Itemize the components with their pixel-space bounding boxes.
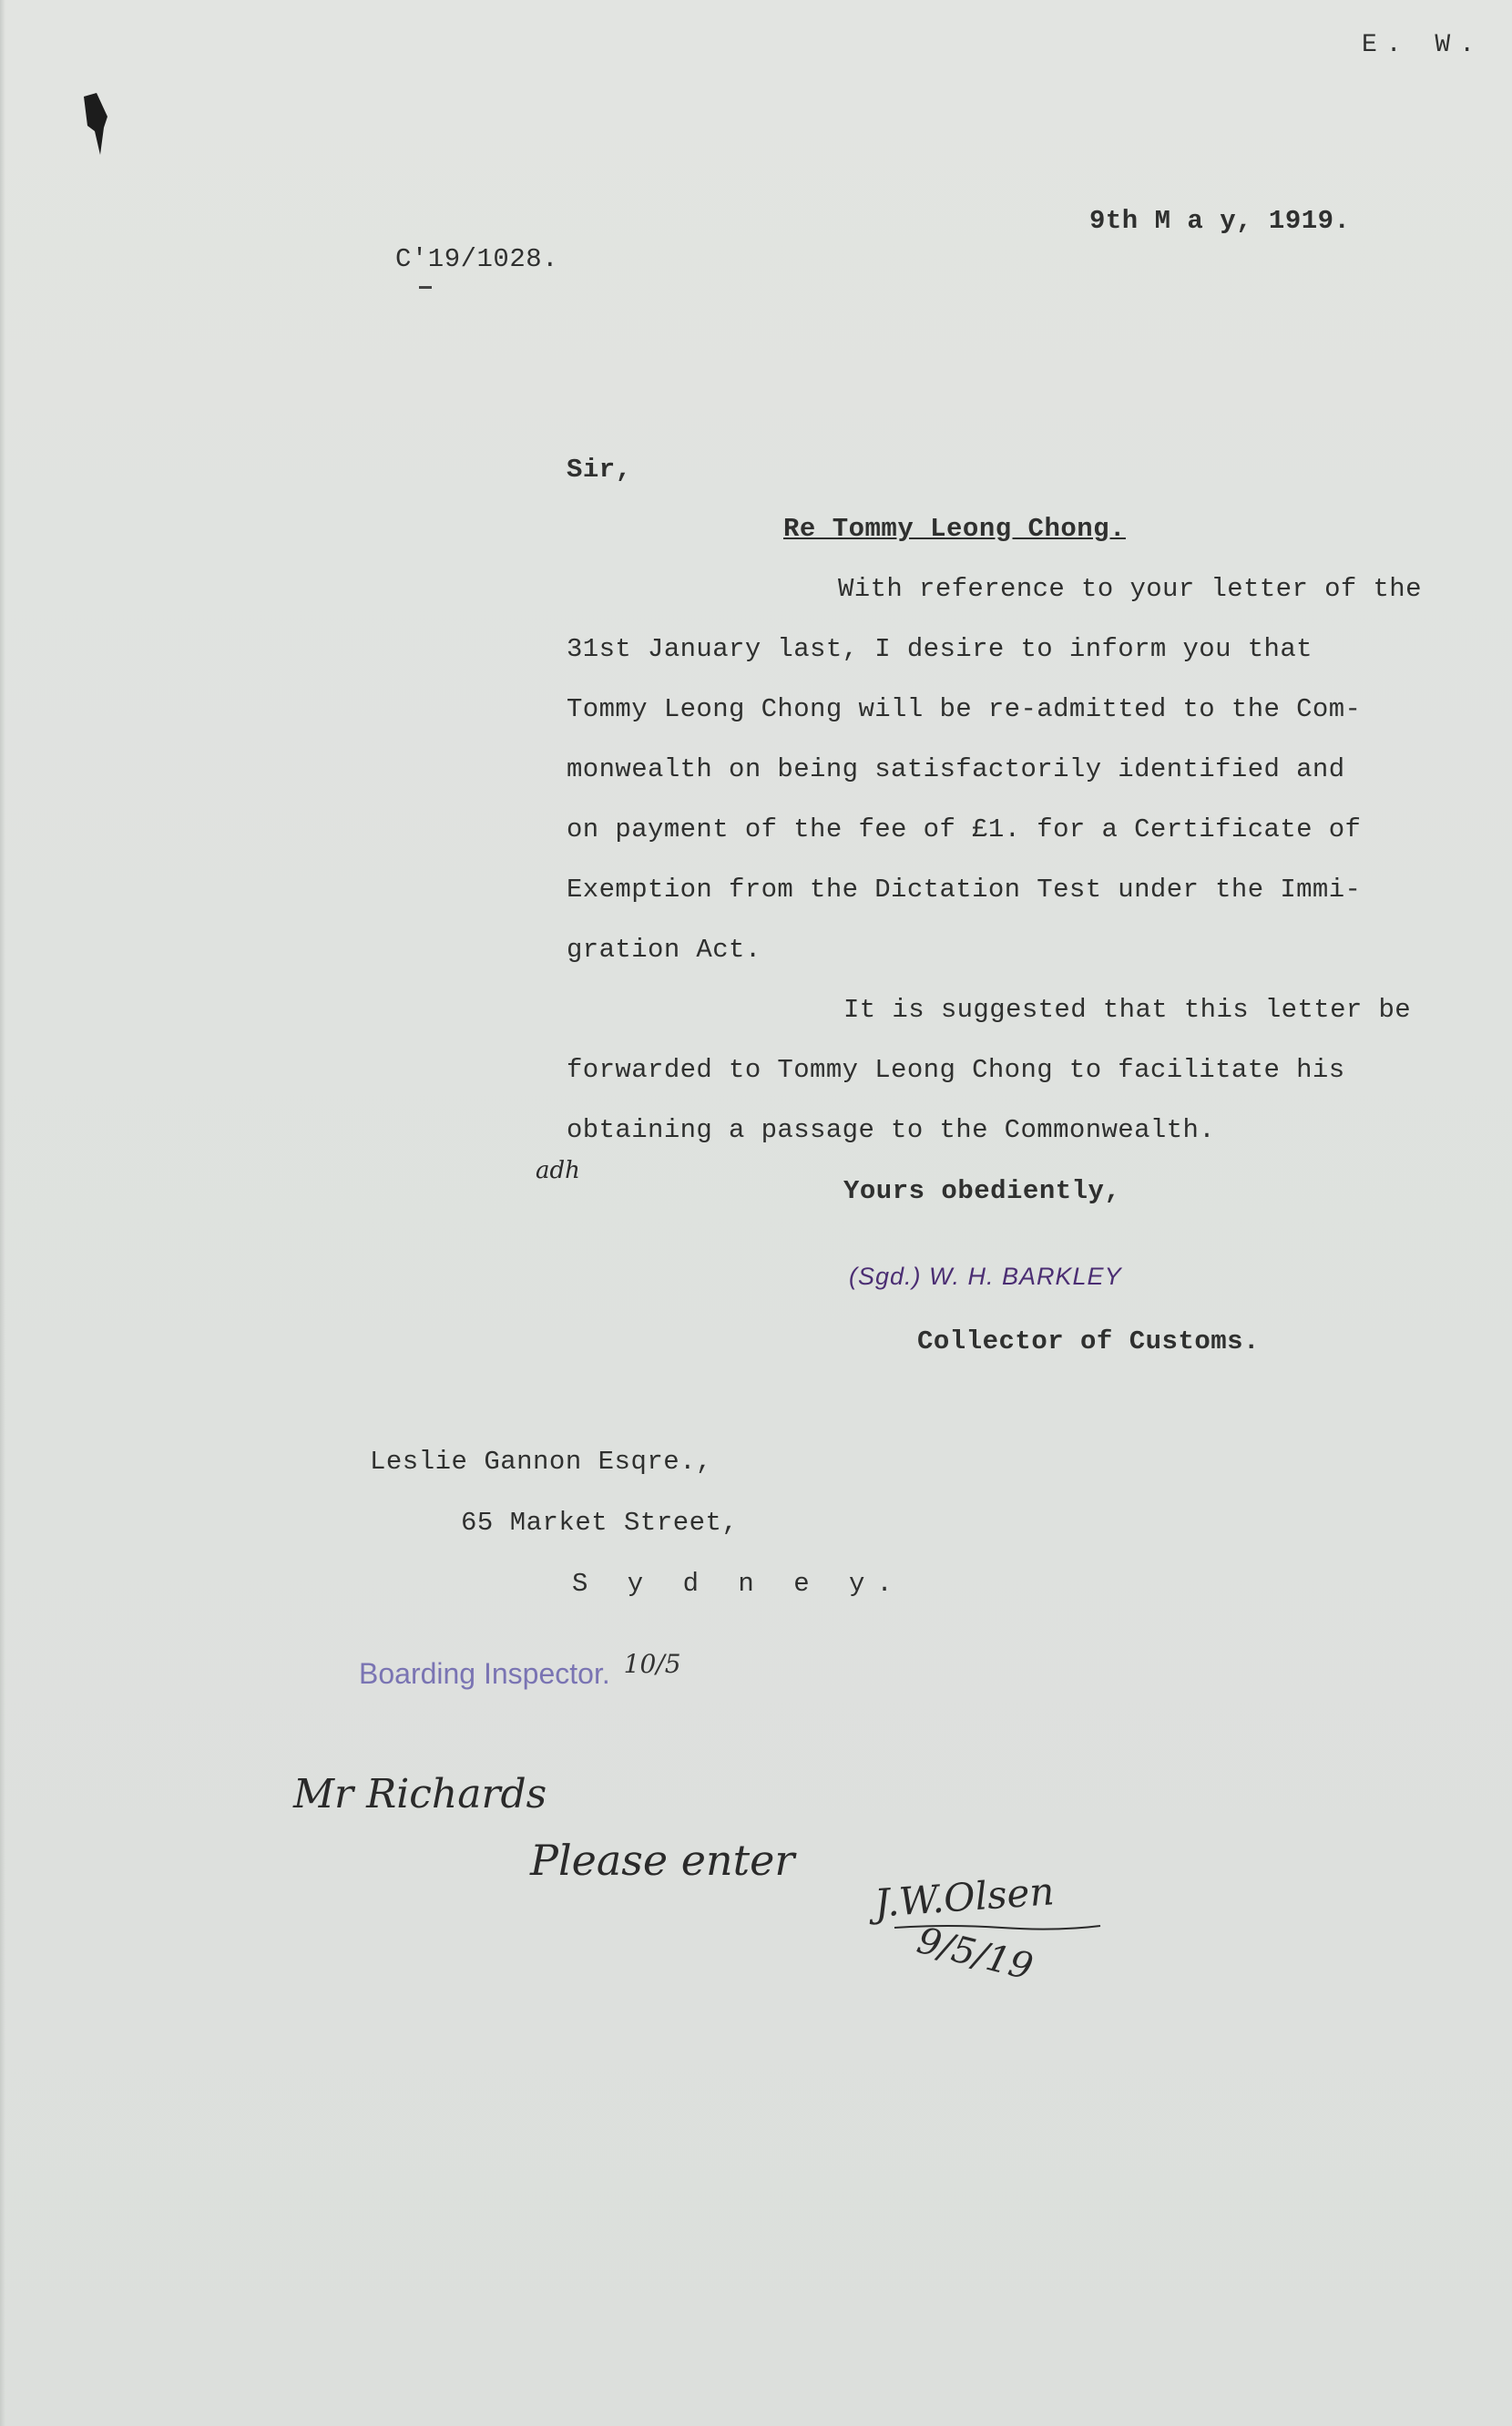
closing-line: Yours obediently, <box>843 1176 1121 1206</box>
signature-stamp: (Sgd.) W. H. BARKLEY <box>849 1263 1122 1290</box>
handwritten-signature: J.W.Olsen <box>873 1868 1056 1926</box>
file-initials: E. W. <box>1362 31 1485 59</box>
stamp-note: 10/5 <box>623 1649 681 1679</box>
addressee-name: Leslie Gannon Esqre., <box>370 1447 712 1477</box>
letter-date: 9th M a y, 1919. <box>1089 206 1351 236</box>
body-line: 31st January last, I desire to inform you that <box>567 634 1313 664</box>
addressee-city: S y d n e y. <box>572 1569 904 1599</box>
subject-line: Re Tommy Leong Chong. <box>783 514 1126 544</box>
body-line: obtaining a passage to the Commonwealth. <box>567 1115 1216 1145</box>
body-line: It is suggested that this letter be <box>843 995 1412 1025</box>
ink-blot <box>80 91 111 157</box>
signatory-title: Collector of Customs. <box>917 1326 1260 1356</box>
addressee-street: 65 Market Street, <box>461 1508 739 1538</box>
body-line: on payment of the fee of £1. for a Certificate of <box>567 814 1362 844</box>
body-line: gration Act. <box>567 935 761 965</box>
handwritten-addressee: Mr Richards <box>293 1771 547 1817</box>
body-line: With reference to your letter of the <box>838 574 1422 604</box>
body-line: Tommy Leong Chong will be re-admitted to the Com- <box>567 694 1362 724</box>
reference-number: C'19/1028. <box>395 244 559 274</box>
body-line: Exemption from the Dictation Test under the Immi- <box>567 875 1362 905</box>
salutation: Sir, <box>567 455 632 485</box>
body-line: forwarded to Tommy Leong Chong to facilitate his <box>567 1055 1345 1085</box>
stamp-text: Boarding Inspector. <box>359 1657 610 1690</box>
page-edge-shadow <box>0 0 5 2426</box>
body-line: monwealth on being satisfactorily identified and <box>567 754 1345 784</box>
pencil-tick <box>419 286 432 289</box>
handwritten-date: 9/5/19 <box>913 1919 1037 1989</box>
margin-initials: adh <box>536 1157 580 1184</box>
boarding-inspector-stamp <box>359 1649 681 1691</box>
handwritten-instruction: Please enter <box>530 1836 795 1885</box>
